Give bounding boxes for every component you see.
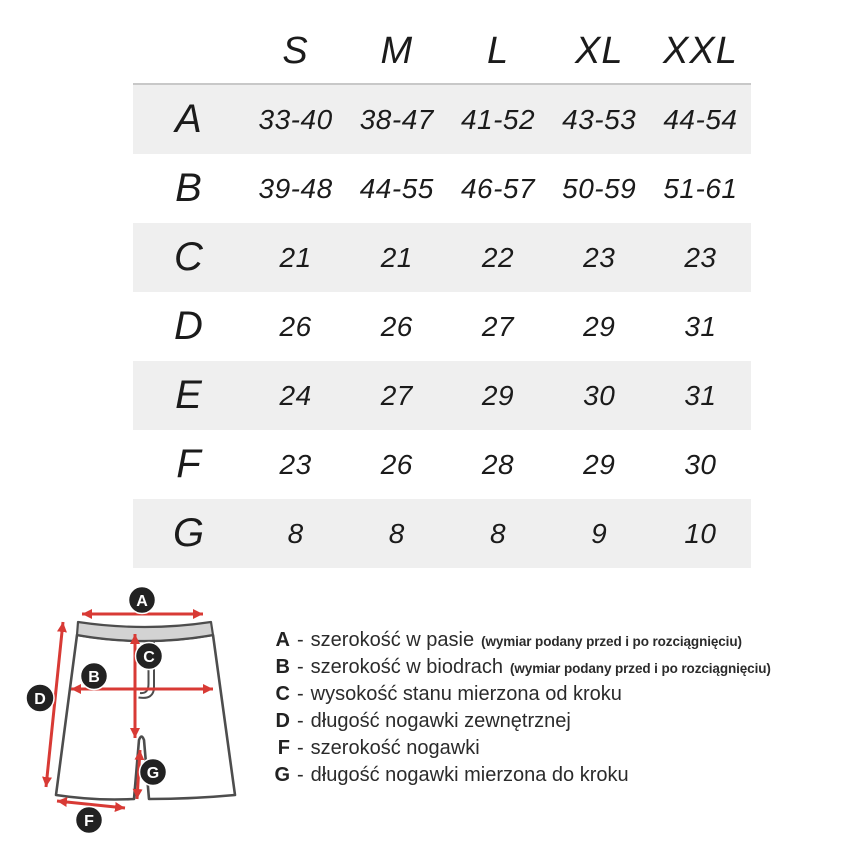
legend-item-a (272, 629, 847, 656)
table-row-f (133, 430, 751, 499)
measurement-cell: 29 (583, 310, 616, 342)
svg-text:B: B (88, 669, 100, 686)
row-label: G (172, 511, 206, 555)
legend-letter: F (277, 737, 290, 759)
legend-item-d (272, 710, 847, 737)
legend-text: szerokość w pasie (310, 629, 475, 651)
measurement-cell: 33-40 (258, 103, 333, 135)
size-table-header-row (133, 20, 751, 83)
measurement-cell: 50-59 (562, 172, 637, 204)
shorts-measurement-diagram (15, 583, 275, 858)
measurement-cell: 39-48 (258, 172, 333, 204)
row-label: C (174, 235, 204, 279)
size-column-header-xxl: XXL (663, 30, 738, 72)
measurement-cell: 46-57 (460, 172, 536, 204)
legend-text: wysokość stanu mierzona od kroku (310, 683, 622, 705)
table-row-c (133, 223, 751, 292)
legend-separator: - (297, 764, 304, 786)
diagram-label-a (129, 587, 156, 614)
measurement-cell: 30 (684, 448, 717, 480)
measurement-legend (272, 629, 847, 791)
diagram-label-c (136, 643, 163, 670)
legend-letter: A (275, 629, 290, 651)
legend-letter: G (274, 764, 290, 786)
size-table-body (133, 83, 751, 568)
svg-text:A: A (136, 593, 148, 610)
svg-text:D: D (34, 691, 46, 708)
legend-note: (wymiar podany przed i po rozciągnięciu) (509, 661, 771, 676)
size-column-header-s: S (282, 30, 309, 72)
svg-text:F: F (84, 813, 94, 830)
measurement-cell: 41-52 (460, 103, 536, 135)
legend-note: (wymiar podany przed i po rozciągnięciu) (481, 634, 742, 649)
measurement-cell: 21 (279, 241, 312, 273)
legend-separator: - (297, 710, 304, 732)
measurement-cell: 26 (380, 448, 413, 480)
measurement-cell: 26 (279, 310, 312, 342)
measurement-cell: 23 (684, 241, 717, 273)
measurement-cell: 38-47 (359, 103, 434, 135)
row-label: B (175, 166, 203, 210)
measurement-cell: 27 (481, 310, 515, 342)
measurement-cell: 23 (583, 241, 616, 273)
measurement-cell: 51-61 (663, 172, 738, 204)
measurement-cell: 28 (481, 448, 515, 480)
table-row-g (133, 499, 751, 568)
table-row-d (133, 292, 751, 361)
table-row-e (133, 361, 751, 430)
diagram-label-d (26, 684, 54, 712)
svg-text:C: C (143, 649, 155, 666)
measurement-cell: 31 (684, 310, 717, 342)
measurement-cell: 27 (380, 379, 413, 411)
measurement-cell: 24 (279, 379, 312, 411)
size-column-header-xl: XL (574, 30, 624, 72)
measurement-cell: 31 (684, 379, 717, 411)
table-row-a (133, 85, 751, 154)
legend-item-b (272, 656, 847, 683)
measurement-cell: 10 (684, 517, 717, 549)
legend-item-f (272, 737, 847, 764)
legend-text: szerokość w biodrach (310, 656, 503, 678)
legend-item-c (272, 683, 847, 710)
legend-letter: C (275, 683, 290, 705)
legend-separator: - (297, 737, 304, 759)
legend-separator: - (297, 683, 304, 705)
legend-letter: D (275, 710, 290, 732)
legend-text: szerokość nogawki (310, 737, 480, 759)
measurement-cell: 8 (489, 517, 507, 549)
measurement-cell: 29 (583, 448, 616, 480)
legend-separator: - (297, 656, 304, 678)
size-column-header-m: M (380, 30, 414, 72)
shorts-waistband (77, 622, 213, 641)
measurement-cell: 29 (481, 379, 515, 411)
measurement-cell: 8 (287, 517, 304, 549)
diagram-label-f (76, 807, 103, 834)
measurement-cell: 30 (583, 379, 616, 411)
row-label: E (175, 373, 203, 417)
legend-separator: - (297, 629, 304, 651)
measurement-cell: 23 (279, 448, 312, 480)
measurement-cell: 21 (380, 241, 413, 273)
row-label: F (176, 442, 202, 486)
size-column-header-l: L (486, 30, 510, 72)
measurement-cell: 44-54 (663, 103, 738, 135)
size-table (133, 20, 751, 568)
diagram-label-b (81, 663, 108, 690)
measurement-cell: 22 (481, 241, 515, 273)
table-row-b (133, 154, 751, 223)
measurement-cell: 9 (591, 517, 608, 549)
row-label: A (175, 97, 203, 141)
measurement-cell: 26 (380, 310, 413, 342)
legend-text: długość nogawki zewnętrznej (310, 710, 571, 732)
row-label: D (174, 304, 204, 348)
legend-text: długość nogawki mierzona do kroku (310, 764, 629, 786)
legend-letter: B (275, 656, 290, 678)
measurement-cell: 43-53 (562, 103, 637, 135)
measurement-cell: 44-55 (359, 172, 434, 204)
diagram-label-g (140, 759, 167, 786)
legend-item-g (272, 764, 847, 791)
svg-text:G: G (146, 765, 160, 782)
measurement-cell: 8 (388, 517, 405, 549)
